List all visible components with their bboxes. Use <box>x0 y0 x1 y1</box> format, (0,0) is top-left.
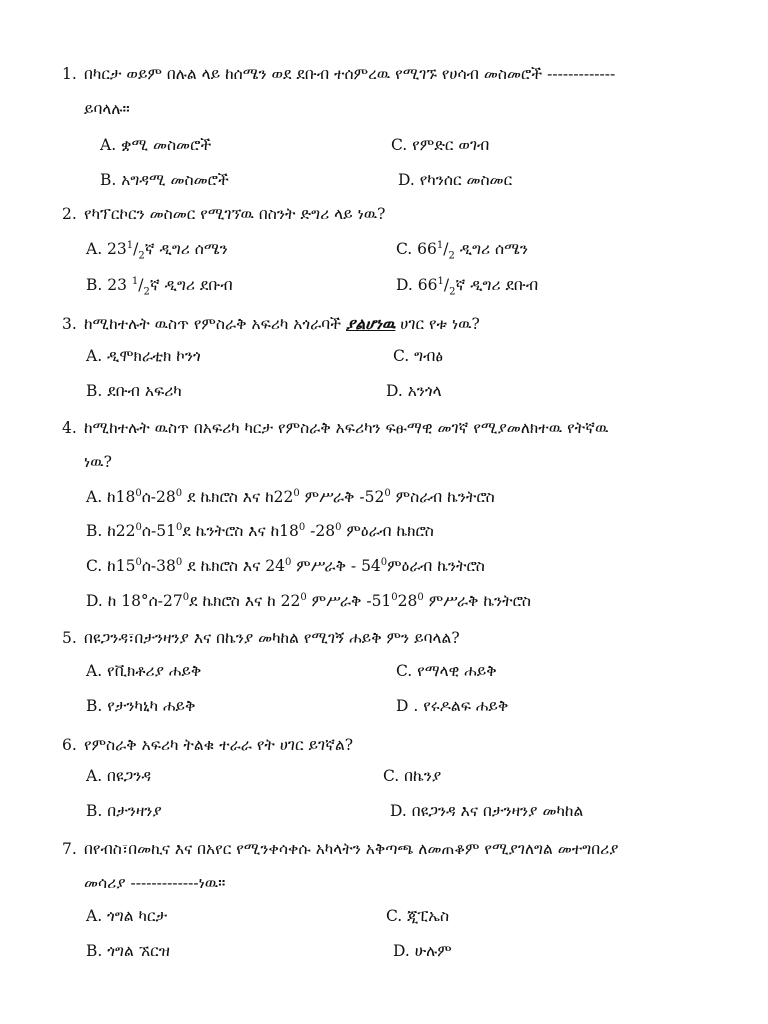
option-b[interactable]: B. ጎግል ኧርዝ <box>86 942 170 960</box>
fraction-slash: / <box>443 276 450 295</box>
option-b[interactable]: B. የታንካኒካ ሐይቅ <box>86 697 196 715</box>
option-b[interactable]: B. በታንዛንያ <box>86 802 162 820</box>
degree-sign: 0 <box>380 557 388 568</box>
degree-sign: 0 <box>417 592 424 603</box>
option-c[interactable] <box>396 240 528 261</box>
question-5 <box>62 621 722 656</box>
option-d[interactable]: D. የካንሰር መስመር <box>398 171 513 189</box>
question-text: በየብስ፣በመኪና እና በአየር የሚንቀሳቀሱ አካላትን አቅጣጫ ለመጠቆም የሚያገለግል መተግበሪያ <box>84 840 619 858</box>
option-d[interactable] <box>86 592 531 611</box>
degree-sign: 0 <box>175 557 183 568</box>
degree-sign: 0 <box>284 557 292 568</box>
degree-sign: 0 <box>175 522 183 533</box>
question-4-continuation: ነዉ? <box>84 453 112 471</box>
question-7-continuation: መሳሪያ -------------ነዉ። <box>84 874 226 892</box>
option-c[interactable]: C. የምድር ወገብ <box>391 136 490 154</box>
question-text: ከሚከተሉት ዉስጥ በአፍሪካ ካርታ የምስራቅ አፍሪካን ፍፁማዊ መገኛ የሚያመለክተዉ የትኛዉ <box>84 419 609 437</box>
question-7 <box>62 832 722 867</box>
question-4 <box>62 411 722 446</box>
question-6 <box>62 728 722 763</box>
option-text: ኛ ዲግሪ ደቡብ <box>149 276 233 295</box>
option-a[interactable]: A. ጎግል ካርታ <box>86 907 168 925</box>
option-b[interactable] <box>86 276 233 297</box>
option-d[interactable]: D. ሁሉም <box>393 942 452 960</box>
option-a[interactable] <box>86 488 495 507</box>
fraction-slash: / <box>138 276 144 295</box>
option-text: 28 <box>397 592 418 611</box>
degree-sign: 0 <box>182 592 190 603</box>
question-text: ሀገር የቱ ነዉ? <box>395 315 480 333</box>
degree-sign: 0 <box>391 592 398 603</box>
option-text: ሰ-38 <box>141 557 176 576</box>
option-text: C. 66 <box>396 240 437 259</box>
option-text: ዲግሪ ሰሜን <box>454 240 528 259</box>
option-c[interactable]: C. በኬንያ <box>383 767 442 785</box>
question-number: 2. <box>62 205 77 223</box>
question-text: በዩጋንዳ፣በታንዛንያ እና በኬንያ መካከል የሚገኝ ሐይቅ ምን ይባላል? <box>84 629 460 647</box>
option-text: D. ከ 18°ሰ-27 <box>86 592 183 611</box>
fraction-numerator: 1 <box>437 276 444 287</box>
fraction-numerator: 1 <box>436 240 444 251</box>
option-text: C. ከ15 <box>86 557 136 576</box>
question-2 <box>62 197 722 232</box>
degree-sign: 0 <box>298 522 306 533</box>
option-c[interactable]: C. ግብፅ <box>393 347 443 365</box>
option-text: ኛ ዲግሪ ሰሜን <box>144 240 228 259</box>
option-text: A. ከ18 <box>86 488 136 507</box>
question-number: 3. <box>62 315 77 333</box>
option-text: ምሥራቅ - 54 <box>291 557 381 576</box>
option-text: ደ ኬክሮስ እና 24 <box>182 557 285 576</box>
option-d[interactable] <box>396 276 538 297</box>
degree-sign: 0 <box>300 592 307 603</box>
option-text: ኛ ዲግሪ ደቡብ <box>455 276 539 295</box>
option-text: ምሥራቅ -52 <box>299 488 385 507</box>
question-text: የምስራቅ አፍሪካ ትልቁ ተራራ የት ሀገር ይገኛል? <box>84 736 354 754</box>
question-3 <box>62 306 722 342</box>
option-text: ደ ኬክሮስ እና ከ22 <box>182 488 294 507</box>
degree-sign: 0 <box>135 522 142 533</box>
question-text: ከሚከተሉት ዉስጥ የምስራቅ አፍሪካ አጎራባች <box>84 315 347 333</box>
question-text: የካፕርኮርን መስመር የሚገኘዉ በስንት ድግሪ ላይ ነዉ? <box>84 205 386 223</box>
question-1-continuation: ይባላሉ። <box>84 100 130 118</box>
option-d[interactable]: D. በዩጋንዳ እና በታንዛንያ መካከል <box>390 802 584 820</box>
option-c[interactable] <box>86 557 485 576</box>
option-text: ምሥራቅ ኬንትሮስ <box>423 592 531 611</box>
option-text: ምዕራብ ኬንትሮስ <box>387 557 485 576</box>
option-b[interactable]: B. ደቡብ አፍሪካ <box>86 382 182 400</box>
option-b[interactable] <box>86 522 434 541</box>
option-text: D. 66 <box>396 276 438 295</box>
option-text: ሰ-28 <box>141 488 176 507</box>
question-number: 5. <box>62 629 77 647</box>
fraction-slash: / <box>443 240 449 259</box>
fraction-denominator: 2 <box>138 250 145 262</box>
option-text: B. ከ22 <box>86 522 136 541</box>
option-a[interactable]: A. ቋሚ መስመሮች <box>100 136 212 154</box>
option-text: ደ ኬክሮስ እና ከ 22 <box>189 592 301 611</box>
option-d[interactable]: D . የሩዶልፍ ሐይቅ <box>396 697 509 715</box>
option-a[interactable] <box>86 240 228 261</box>
degree-sign: 0 <box>135 557 142 568</box>
degree-sign: 0 <box>335 522 342 533</box>
option-text: ምስራብ ኬንትሮስ <box>390 488 495 507</box>
option-a[interactable]: A. በዩጋንዳ <box>86 767 152 785</box>
fraction-slash: / <box>133 240 139 259</box>
option-text: ምሥራቅ -51 <box>306 592 392 611</box>
degree-sign: 0 <box>293 488 300 499</box>
degree-sign: 0 <box>135 488 142 499</box>
fraction-denominator: 2 <box>448 250 455 262</box>
option-d[interactable]: D. አንጎላ <box>386 382 442 400</box>
question-text: በካርታ ወይም በሉል ላይ ከሰሜን ወደ ደቡብ ተሰምረዉ የሚገኙ የሀሳብ መስመሮች ------------- <box>84 65 616 83</box>
option-text: ምዕራብ ኬክሮስ <box>341 522 434 541</box>
option-text: A. 23 <box>86 240 127 259</box>
question-number: 6. <box>62 736 77 754</box>
fraction-numerator: 1 <box>126 240 134 251</box>
question-number: 7. <box>62 840 77 858</box>
degree-sign: 0 <box>175 488 183 499</box>
question-number: 1. <box>62 65 77 83</box>
option-a[interactable]: A. የቪክቶሪያ ሐይቅ <box>86 662 202 680</box>
option-text: B. 23 <box>86 276 132 295</box>
fraction-denominator: 2 <box>143 286 150 298</box>
fraction-numerator: 1 <box>131 276 139 287</box>
option-text: ደ ኬንትሮስ እና ከ18 <box>182 522 299 541</box>
question-1 <box>62 57 722 92</box>
option-a[interactable]: A. ዲሞክራቲክ ኮንጎ <box>86 347 201 365</box>
option-text: ሰ-51 <box>141 522 176 541</box>
option-b[interactable]: B. አግዳሚ መስመሮች <box>100 171 229 189</box>
question-number: 4. <box>62 419 77 437</box>
emphasized-word: ያልሆነዉ <box>346 314 396 333</box>
option-text: -28 <box>305 522 336 541</box>
option-c[interactable]: C. ጂፒኤስ <box>386 907 450 925</box>
degree-sign: 0 <box>384 488 391 499</box>
fraction-denominator: 2 <box>449 286 456 298</box>
option-c[interactable]: C. የማላዊ ሐይቅ <box>396 662 497 680</box>
